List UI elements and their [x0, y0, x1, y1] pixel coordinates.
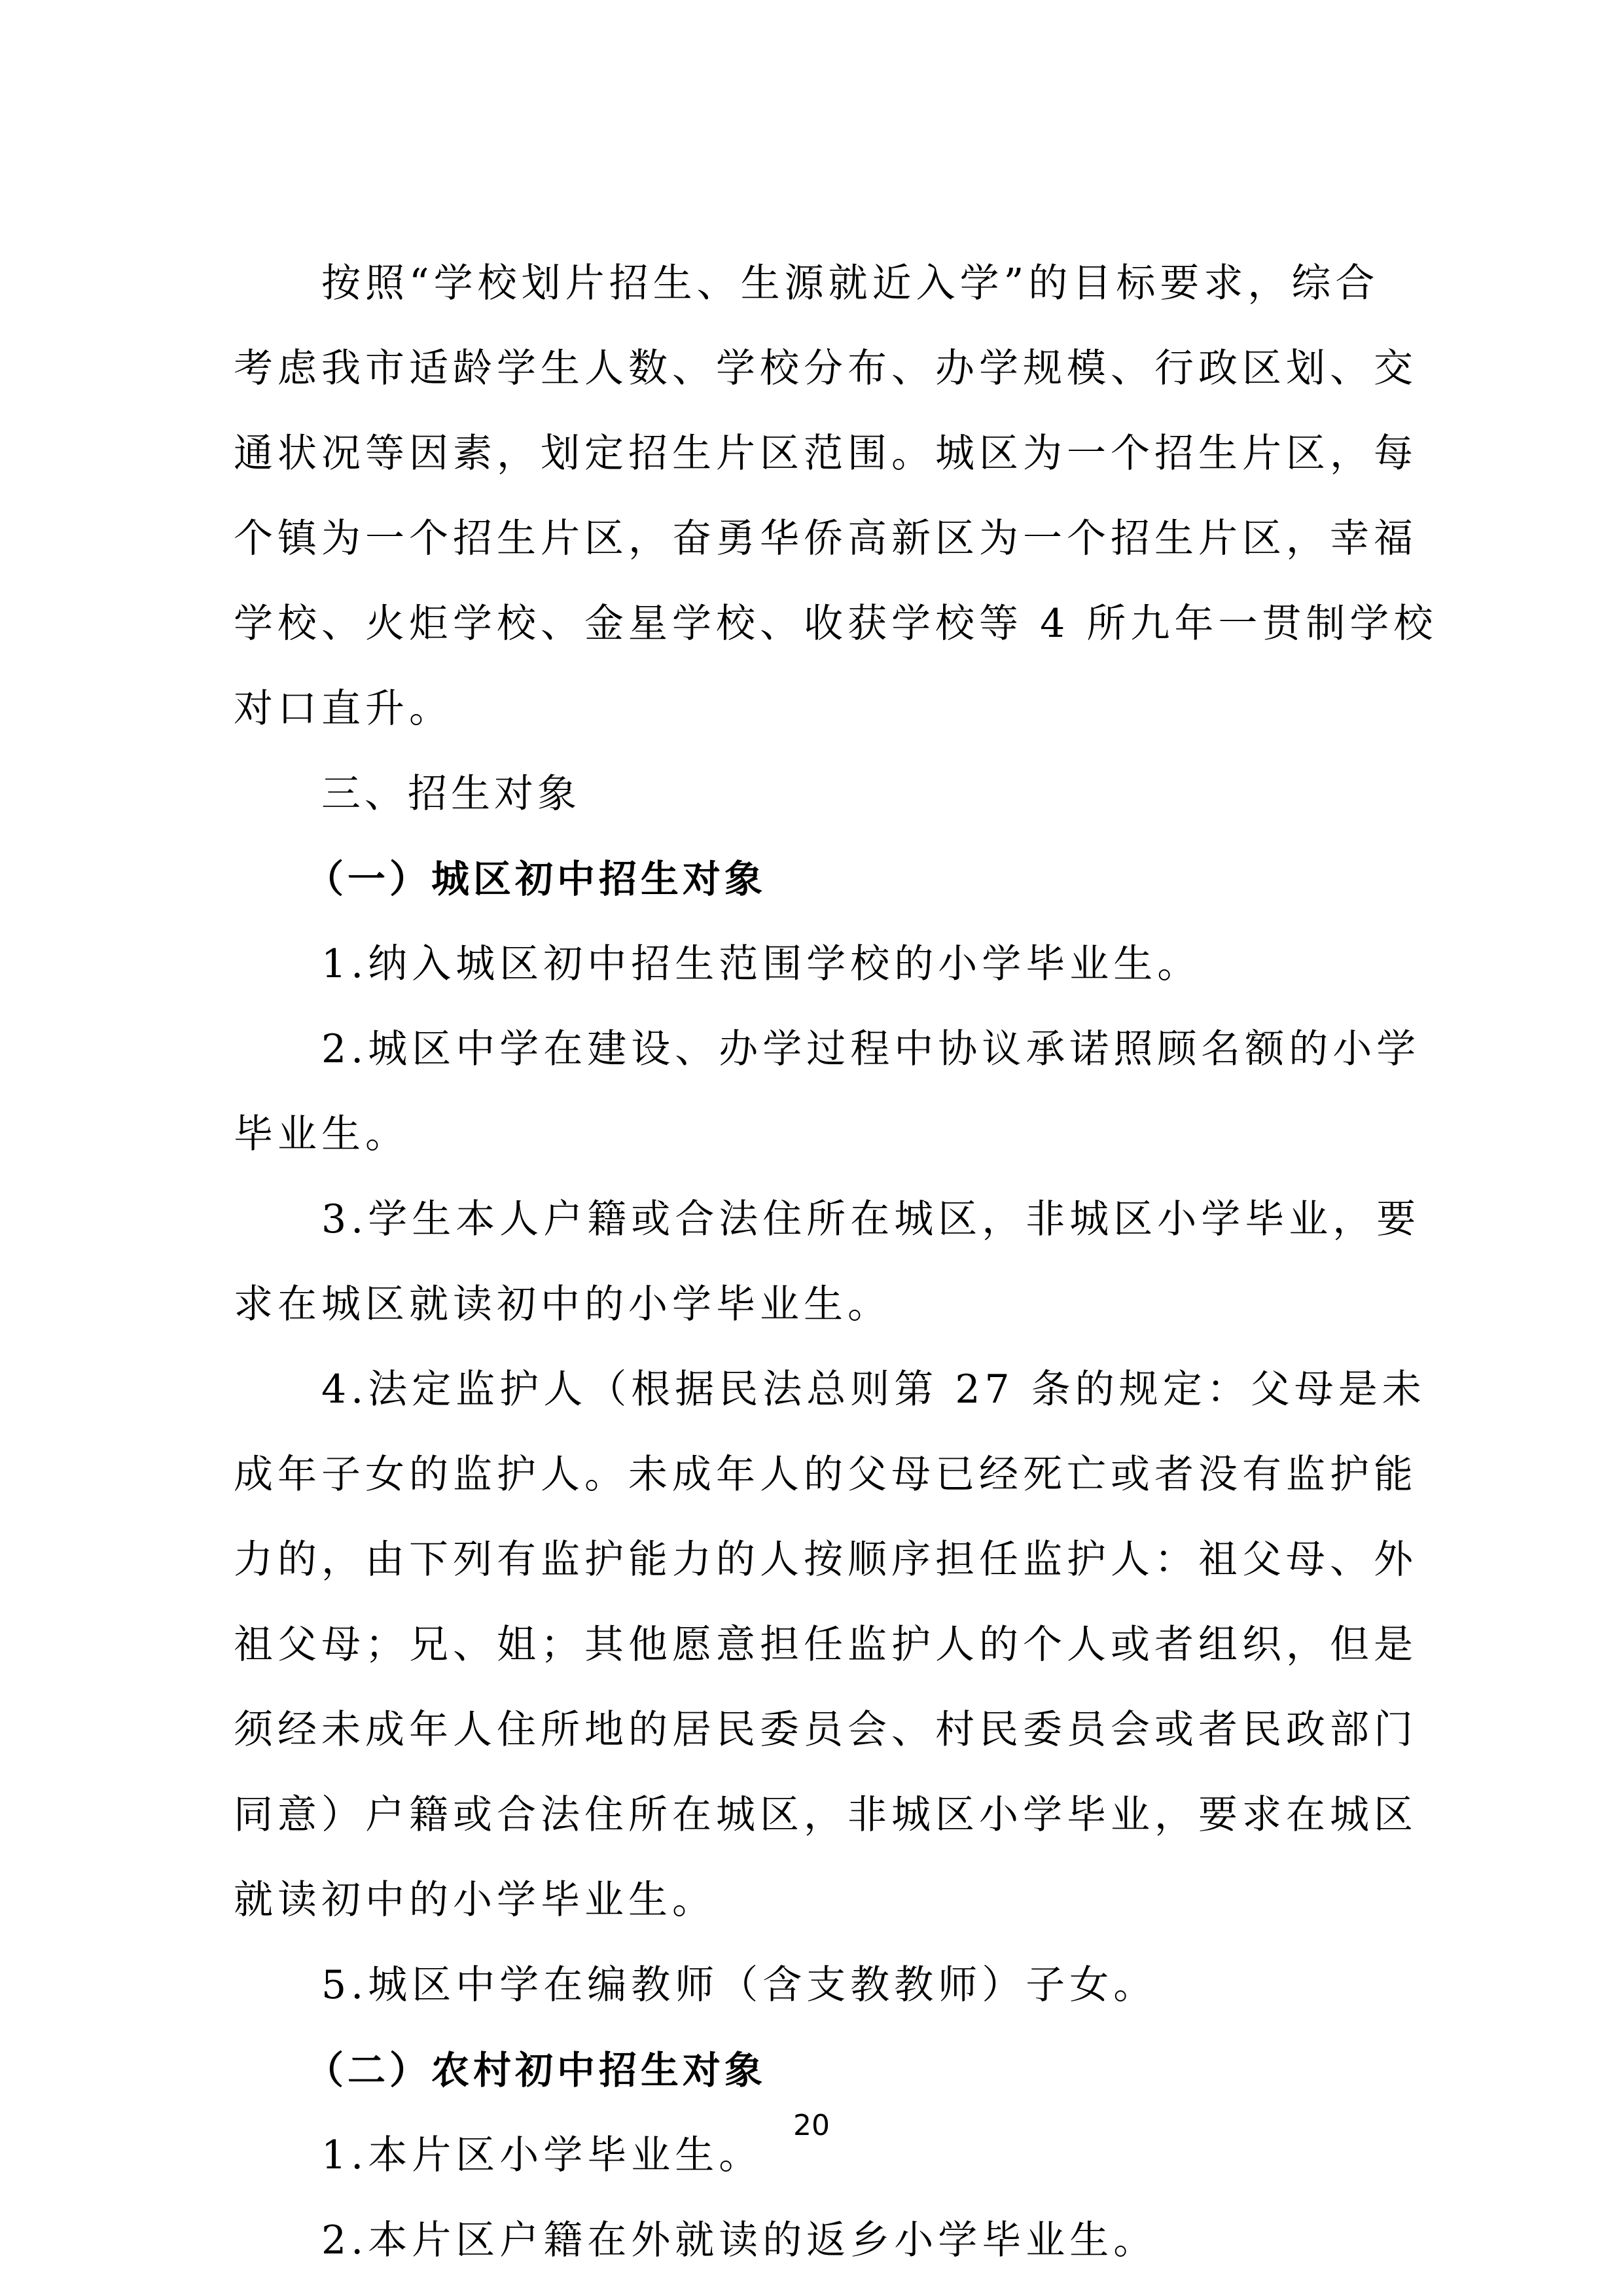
subsection-heading: （二）农村初中招生对象 [306, 2048, 767, 2092]
text-line: 5.城区中学在编教师（含支教教师）子女。 [321, 1962, 1158, 2008]
text-line: 2.本片区户籍在外就读的返乡小学毕业生。 [321, 2217, 1158, 2263]
list-item [234, 1943, 1392, 2028]
text-line: 须经未成年人住所地的居民委员会、村民委员会或者民政部门 [234, 1707, 1418, 1753]
text-line: 力的，由下列有监护能力的人按顺序担任监护人：祖父母、外 [234, 1537, 1418, 1583]
text-line: 成年子女的监护人。未成年人的父母已经死亡或者没有监护能 [234, 1452, 1418, 1498]
page-number: 20 [793, 2109, 830, 2142]
text-line: 求在城区就读初中的小学毕业生。 [234, 1282, 891, 1327]
list-item [234, 2198, 1392, 2283]
list-item [234, 1177, 1421, 1347]
text-line: 祖父母；兄、姐；其他愿意担任监护人的个人或者组织，但是 [234, 1622, 1418, 1668]
text-line: 就读初中的小学毕业生。 [234, 1877, 716, 1923]
section-heading: 三、招生对象 [321, 771, 580, 817]
text-line: 毕业生。 [234, 1111, 409, 1157]
text-line: 同意）户籍或合法住所在城区，非城区小学毕业，要求在城区 [234, 1792, 1418, 1838]
document-page [234, 241, 1438, 2283]
text-line: 学校、火炬学校、金星学校、收获学校等 4 所九年一贯制学校 [234, 601, 1438, 647]
text-line: 1.纳入城区初中招生范围学校的小学毕业生。 [321, 941, 1202, 987]
text-line: 对口直升。 [234, 686, 453, 732]
text-line: 通状况等因素，划定招生片区范围。城区为一个招生片区，每 [234, 431, 1418, 476]
intro-paragraph [234, 241, 1438, 751]
text-line: 3.学生本人户籍或合法住所在城区，非城区小学毕业，要 [321, 1196, 1421, 1242]
list-item [234, 922, 1392, 1007]
text-line: 按照“学校划片招生、生源就近入学”的目标要求，综合 [321, 260, 1380, 306]
list-item [234, 1007, 1421, 1177]
subsection-heading: （一）城区初中招生对象 [306, 857, 767, 901]
text-line: 个镇为一个招生片区，奋勇华侨高新区为一个招生片区，幸福 [234, 516, 1418, 562]
list-item [234, 1347, 1426, 1943]
text-line: 1.本片区小学毕业生。 [321, 2132, 763, 2178]
text-line: 4.法定监护人（根据民法总则第 27 条的规定：父母是未 [321, 1367, 1426, 1412]
text-line: 考虑我市适龄学生人数、学校分布、办学规模、行政区划、交 [234, 346, 1418, 391]
text-line: 2.城区中学在建设、办学过程中协议承诺照顾名额的小学 [321, 1026, 1421, 1072]
